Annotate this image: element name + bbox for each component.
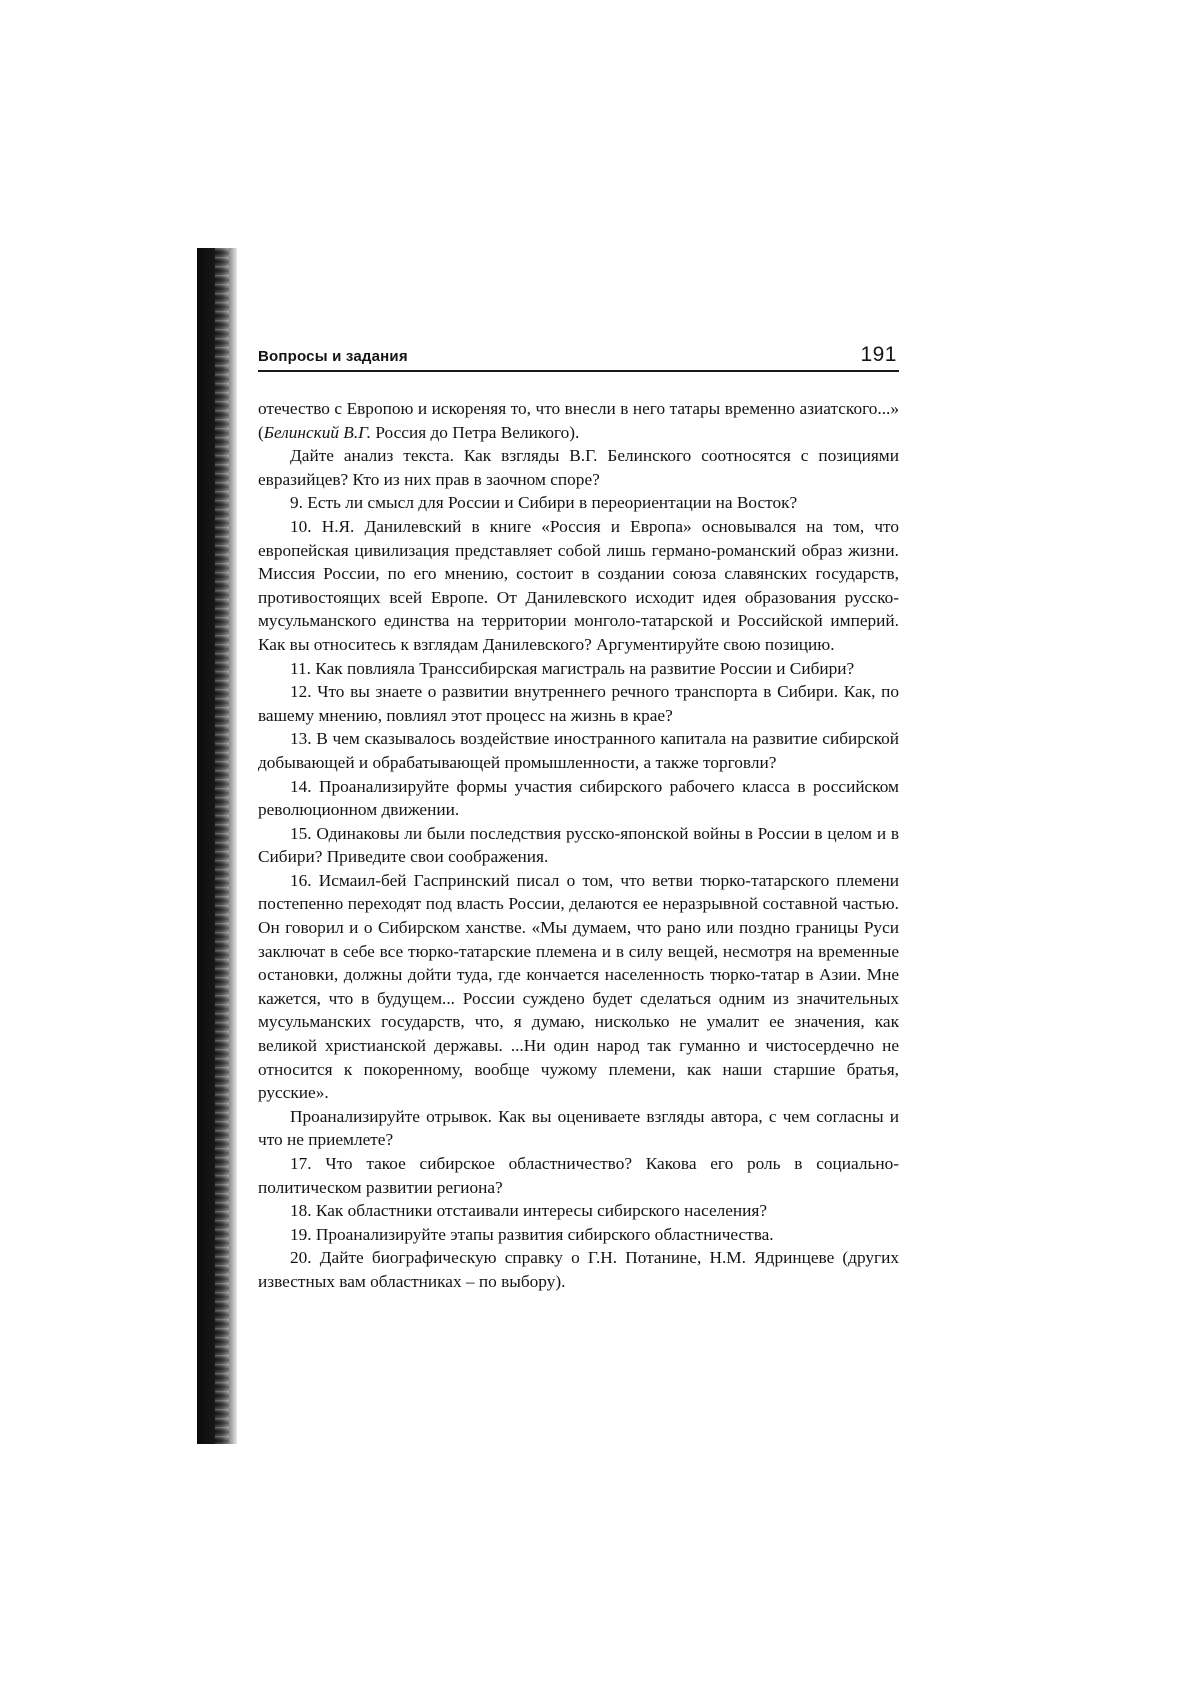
quote-source: Россия до Петра Великого).: [371, 422, 580, 442]
question-11: 11. Как повлияла Транссибирская магистраль на развитие России и Сибири?: [290, 658, 855, 678]
question-14: 14. Проанализируйте формы участия сибирского рабочего класса в российском революционном движении.: [258, 776, 899, 820]
question-20: 20. Дайте биографическую справку о Г.Н. Потанине, Н.М. Ядринцеве (других известных вам областниках – по выбору).: [258, 1248, 899, 1291]
question-16: 16. Исмаил-бей Гаспринский писал о том, что ветви тюрко-татарского племени постепенно переходят под власть России, делаются ее неразрывной составной частью. Он говорил и о Сибирском ханстве. «Мы думаем, что рано или поздно границы Руси заключат в себе все тюрко-татарские племена и в силу вещей, несмотря на временные остановки, должны дойти туда, где кончается населенность тюрко-татар в Азии. Мне кажется, что в будущем... России суждено будет сделаться одним из значительных мусульманских государств, что, я думаю, нисколько не умалит ее значения, как великой христианской державы. ...Ни один народ так гуманно и чистосердечно не относится к покоренному, вообще чужому племени, как наши старшие братья, русские».: [258, 870, 899, 1103]
question-19: 19. Проанализируйте этапы развития сибирского областничества.: [290, 1224, 774, 1244]
question-18: 18. Как областники отстаивали интересы сибирского населения?: [290, 1201, 768, 1221]
quote-ending: отечество с Европою и искореняя то, что внесли в него татары временно азиатского...» (: [258, 399, 899, 442]
continued-paragraph: [258, 397, 899, 444]
running-header: [258, 336, 899, 372]
page-body: [258, 397, 899, 1294]
scanned-binding-edge: [197, 248, 237, 1444]
analysis-task: Дайте анализ текста. Как взгляды В.Г. Белинского соотносятся с позициями евразийцев? Кто из них прав в заочном споре?: [258, 446, 899, 489]
question-13: 13. В чем сказывалось воздействие иностранного капитала на развитие сибирской добывающей и обрабатывающей промышленности, а также торговли?: [258, 729, 899, 772]
question-10: 10. Н.Я. Данилевский в книге «Россия и Европа» основывался на том, что европейская цивилизация представляет собой лишь германо-романский образ жизни. Миссия России, по его мнению, состоит в создании союза славянских государств, противостоящих всей Европе. От Данилевского исходит идея образования русско-мусульманского единства на территории монголо-татарской и Российской империй. Как вы относитесь к взглядам Данилевского? Аргументируйте свою позицию.: [258, 516, 899, 654]
quote-author: Белинский В.Г.: [263, 422, 372, 442]
question-9: 9. Есть ли смысл для России и Сибири в переориентации на Восток?: [290, 493, 798, 513]
question-12: 12. Что вы знаете о развитии внутреннего речного транспорта в Сибири. Как, по вашему мнению, повлиял этот процесс на жизнь в крае?: [258, 682, 899, 725]
question-16-task: Проанализируйте отрывок. Как вы оцениваете взгляды автора, с чем согласны и что не приемлете?: [258, 1106, 899, 1150]
question-17: 17. Что такое сибирское областничество? Какова его роль в социально-политическом развитии региона?: [258, 1154, 899, 1197]
question-15: 15. Одинаковы ли были последствия русско-японской войны в России в целом и в Сибири? Приведите свои соображения.: [258, 823, 899, 867]
page-number: 191: [860, 343, 897, 366]
section-title: Вопросы и задания: [258, 348, 408, 365]
